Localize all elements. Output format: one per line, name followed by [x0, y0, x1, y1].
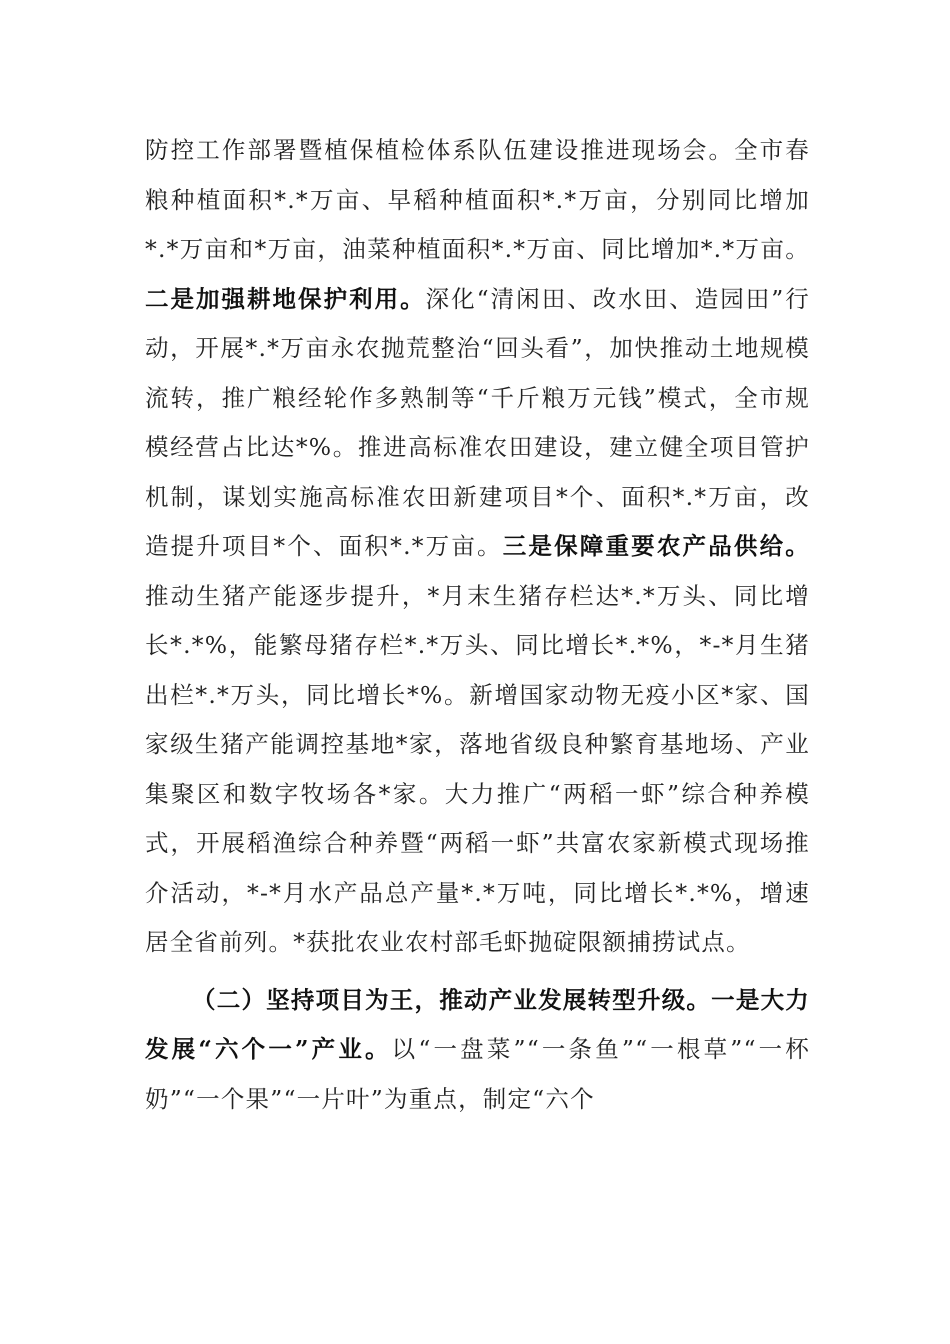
- paragraph-2-text: 以“一盘菜”“一条鱼”“一根草”“一杯奶”“一个果”“一片叶”为重点，制定“六个: [145, 1035, 810, 1113]
- paragraph-2: [145, 976, 810, 1125]
- paragraph-1-heading-3: 三是保障重要农产品供给。: [502, 532, 811, 560]
- paragraph-1: [145, 126, 810, 968]
- paragraph-1-text-2: 深化“清闲田、改水田、造园田”行动，开展*.*万亩永农抛荒整治“回头看”，加快推动土地规模流转，推广粮经轮作多熟制等“千斤粮万元钱”模式，全市规模经营占比达*%。推进高标准农田建设，建立健全项目管护机制，谋划实施高标准农田新建项目*个、面积*.*万亩，改造提升项目*个、面积*.*万亩。: [145, 284, 811, 560]
- document-body: [145, 126, 810, 1124]
- paragraph-2-heading: （二）坚持项目为王，推动产业发展转型升级。一是大力发展“六个一”产业。: [145, 985, 810, 1063]
- paragraph-1-text-1: 防控工作部署暨植保植检体系队伍建设推进现场会。全市春粮种植面积*.*万亩、早稻种植面积*.*万亩，分别同比增加*.*万亩和*万亩，油菜种植面积*.*万亩、同比增加*.*万亩。: [145, 136, 810, 263]
- paragraph-1-text-3: 推动生猪产能逐步提升，*月末生猪存栏达*.*万头、同比增长*.*%，能繁母猪存栏*.*万头、同比增长*.*%，*-*月生猪出栏*.*万头，同比增长*%。新增国家动物无疫小区*家、国家级生猪产能调控基地*家，落地省级良种繁育基地场、产业集聚区和数字牧场各*家。大力推广“两稻一虾”综合种养模式，开展稻渔综合种养暨“两稻一虾”共富农家新模式现场推介活动，*-*月水产品总产量*.*万吨，同比增长*.*%，增速居全省前列。*获批农业农村部毛虾抛碇限额捕捞试点。: [145, 581, 810, 956]
- paragraph-1-heading-2: 二是加强耕地保护利用。: [145, 284, 426, 313]
